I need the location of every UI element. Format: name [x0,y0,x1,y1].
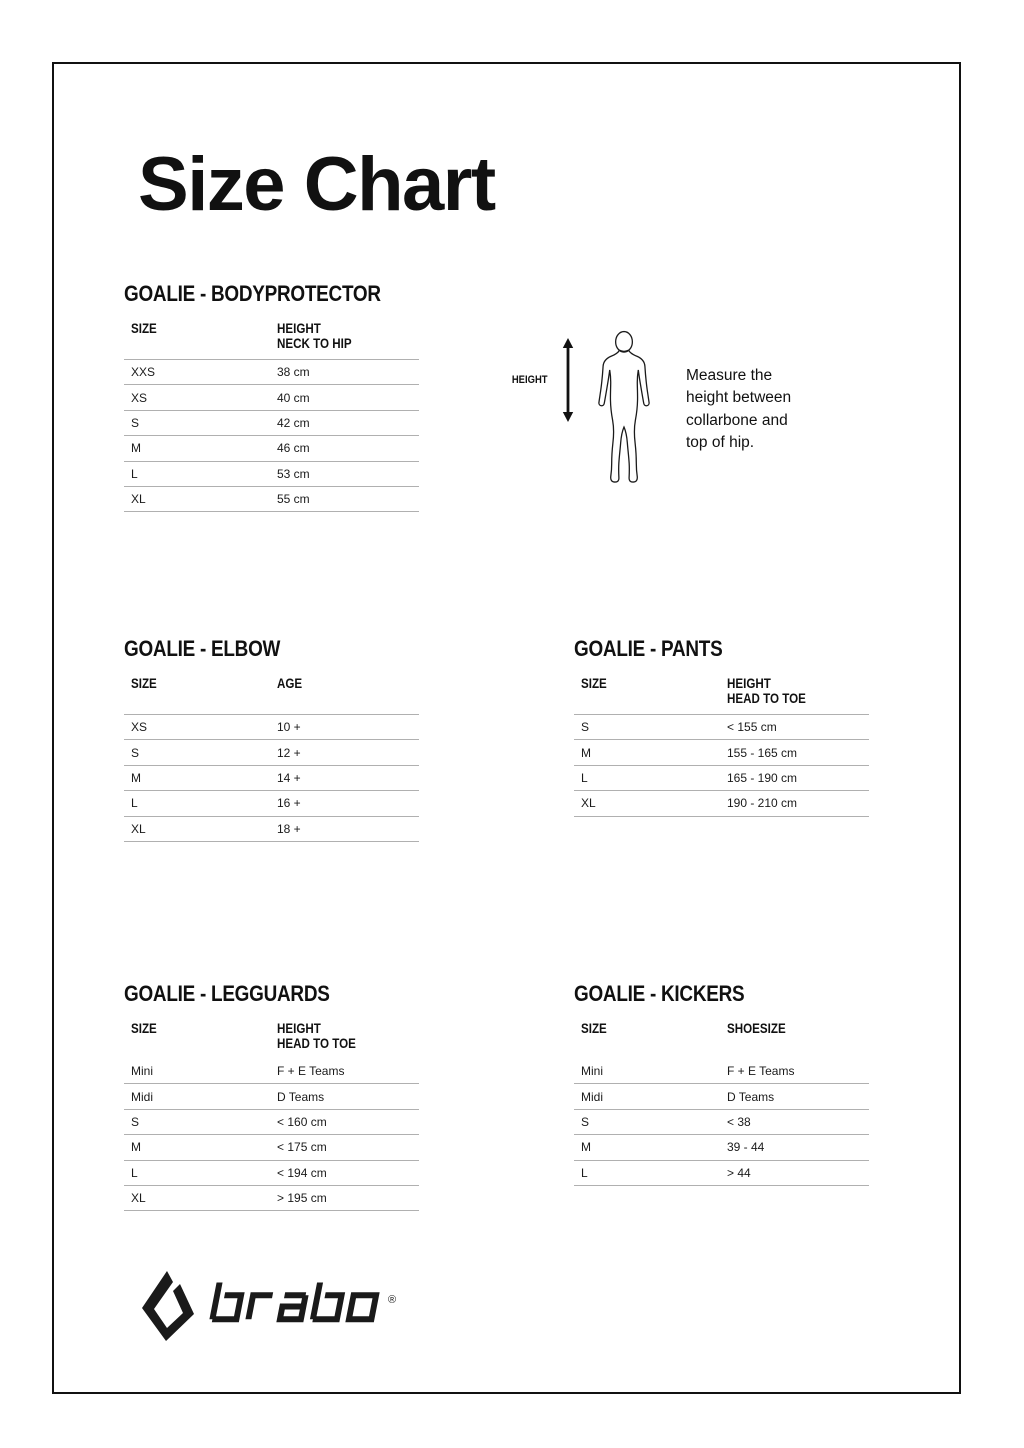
value-cell: F + E Teams [277,1064,345,1079]
brabo-diamond-icon [137,1270,197,1344]
column-header-value: HEIGHT NECK TO HIP [277,321,352,351]
size-cell: Midi [581,1089,604,1104]
section-bodyprotector [124,281,419,513]
value-cell: 39 - 44 [727,1140,765,1155]
size-cell: Mini [581,1064,604,1079]
table-rows [574,1059,869,1186]
value-cell: 190 - 210 cm [727,796,798,811]
table-row [574,766,869,791]
figure-caption [686,365,816,455]
column-header-size: SIZE [581,1021,607,1036]
size-cell: M [131,1140,141,1155]
section-elbow [124,636,419,848]
table-row [574,1110,869,1135]
table-row [124,1135,419,1160]
size-cell: XS [131,390,148,405]
column-header-size: SIZE [581,676,607,691]
size-cell: M [131,770,141,785]
table-rows [124,714,419,842]
value-cell: 53 cm [277,466,310,481]
size-cell: S [581,720,590,735]
value-cell: 10 + [277,720,301,735]
table-row [574,715,869,740]
size-cell: S [581,1114,590,1129]
value-cell: < 194 cm [277,1165,327,1180]
table-row [124,411,419,436]
size-cell: L [131,796,138,811]
registered-trademark-symbol: ® [388,1294,397,1306]
section-title: GOALIE - BODYPROTECTOR [124,281,381,306]
table-row [124,1059,419,1084]
value-cell: 165 - 190 cm [727,770,798,785]
caption-line: height between [686,389,792,407]
table-row [574,740,869,765]
value-cell: < 155 cm [727,720,777,735]
table-rows [574,714,869,817]
table-row [124,487,419,512]
column-header-value: HEIGHT HEAD TO TOE [727,676,806,706]
section-title: GOALIE - KICKERS [574,981,745,1006]
height-arrow-label: HEIGHT [512,374,548,386]
table-row [124,436,419,461]
table-row [124,1084,419,1109]
size-cell: XL [581,796,596,811]
table-row [124,715,419,740]
brabo-logo [137,1268,417,1360]
size-cell: XL [131,1191,146,1206]
size-cell: XXS [131,365,156,380]
column-header-size: SIZE [131,1021,157,1036]
section-title: GOALIE - ELBOW [124,636,281,661]
height-arrow-icon [561,338,575,422]
table-row [574,791,869,816]
caption-line: collarbone and [686,411,788,429]
value-cell: 155 - 165 cm [727,745,798,760]
value-cell: < 38 [727,1114,751,1129]
size-cell: S [131,745,140,760]
section-title: GOALIE - PANTS [574,636,723,661]
table-row [124,766,419,791]
size-cell: S [131,1114,140,1129]
size-cell: M [581,745,591,760]
value-cell: 14 + [277,770,301,785]
section-kickers [574,981,869,1189]
column-header-size: SIZE [131,676,157,691]
column-header-size: SIZE [131,321,157,336]
value-cell: > 195 cm [277,1191,327,1206]
value-cell: 12 + [277,745,301,760]
value-cell: < 160 cm [277,1114,327,1129]
size-cell: L [581,770,588,785]
table-row [124,791,419,816]
size-cell: XL [131,492,146,507]
column-header-value: AGE [277,676,303,691]
value-cell: 18 + [277,821,301,836]
size-cell: M [581,1140,591,1155]
table-row [124,462,419,487]
table-row [124,1110,419,1135]
column-header-value: HEIGHT HEAD TO TOE [277,1021,356,1051]
value-cell: F + E Teams [727,1064,795,1079]
human-body-outline-icon [586,310,662,512]
value-cell: 46 cm [277,441,310,456]
size-cell: XS [131,720,148,735]
table-rows [124,359,419,512]
page-title: Size Chart [138,141,495,227]
table-row [574,1084,869,1109]
value-cell: 16 + [277,796,301,811]
value-cell: D Teams [277,1089,325,1104]
size-cell: Midi [131,1089,154,1104]
table-rows [124,1059,419,1211]
table-row [124,1186,419,1211]
size-cell: M [131,441,141,456]
column-header-value: SHOESIZE [727,1021,786,1036]
brabo-wordmark [205,1280,385,1327]
table-row [124,360,419,385]
value-cell: D Teams [727,1089,775,1104]
section-title: GOALIE - LEGGUARDS [124,981,330,1006]
table-row [574,1161,869,1186]
table-row [574,1059,869,1084]
size-cell: XL [131,821,146,836]
size-cell: L [581,1165,588,1180]
section-legguards [124,981,419,1213]
value-cell: 38 cm [277,365,310,380]
table-row [124,740,419,765]
value-cell: < 175 cm [277,1140,327,1155]
table-row [574,1135,869,1160]
size-cell: L [131,1165,138,1180]
size-cell: S [131,415,140,430]
caption-line: top of hip. [686,434,755,452]
value-cell: 55 cm [277,492,310,507]
table-row [124,817,419,842]
size-cell: Mini [131,1064,154,1079]
table-row [124,385,419,410]
table-row [124,1161,419,1186]
value-cell: 40 cm [277,390,310,405]
size-cell: L [131,466,138,481]
value-cell: > 44 [727,1165,751,1180]
section-pants [574,636,869,824]
value-cell: 42 cm [277,415,310,430]
caption-line: Measure the [686,367,773,384]
